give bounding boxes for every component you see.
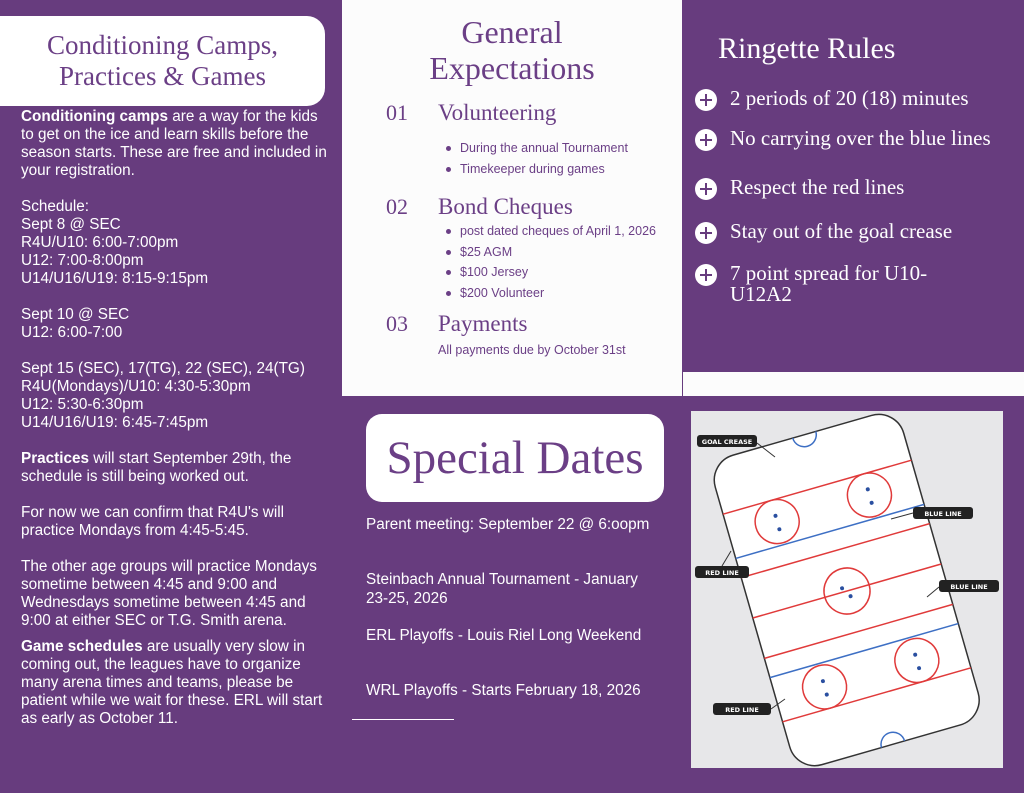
left-title-box	[0, 16, 325, 106]
sept15-line: R4U(Mondays)/U10: 4:30-5:30pm	[21, 378, 251, 395]
games-bold: Game schedules	[21, 638, 143, 655]
sept8-line: Sept 8 @ SEC	[21, 216, 121, 233]
games-paragraph	[21, 638, 331, 728]
section-heading: Volunteering	[438, 100, 557, 125]
rule-text: Stay out of the goal crease	[730, 219, 953, 243]
list-item: $25 AGM	[444, 242, 656, 263]
sept8-line: R4U/U10: 6:00-7:00pm	[21, 234, 179, 251]
rules-title: Ringette Rules	[718, 32, 896, 65]
section-number: 03	[386, 311, 408, 336]
red-line-label: RED LINE	[705, 569, 739, 577]
sept8-line: U12: 7:00-8:00pm	[21, 252, 144, 269]
games-text: are usually very slow in coming out, the leagues have to organize many arena times and teams, please be patient while we wait for these. ERL will start as early as October 11.	[21, 638, 323, 727]
date-item: WRL Playoffs - Starts February 18, 2026	[366, 682, 641, 699]
date-underline	[352, 719, 454, 720]
rule-text: Respect the red lines	[730, 175, 905, 199]
rules-panel	[683, 0, 1024, 372]
plus-circle-icon	[695, 264, 717, 286]
sept10-line: U12: 6:00-7:00	[21, 324, 123, 341]
rink-diagram	[691, 411, 1003, 768]
r4u-paragraph: For now we can confirm that R4U's will practice Mondays from 4:45-5:45.	[21, 504, 285, 539]
list-item: $200 Volunteer	[444, 283, 656, 304]
blue-line-label: BLUE LINE	[924, 510, 962, 518]
expectations-title	[342, 14, 682, 86]
list-item: Timekeeper during games	[444, 159, 628, 180]
payments-note: All payments due by October 31st	[438, 343, 626, 357]
rule-text: 7 point spread for U10-U12A2	[730, 261, 928, 306]
section-heading: Payments	[438, 311, 528, 336]
section-list	[444, 138, 628, 179]
left-title-line1: Conditioning Camps,	[46, 30, 279, 60]
rule-text: 2 periods of 20 (18) minutes	[730, 86, 969, 110]
plus-circle-icon	[695, 178, 717, 200]
sept15-block	[21, 360, 331, 432]
sept15-line: Sept 15 (SEC), 17(TG), 22 (SEC), 24(TG)	[21, 360, 305, 377]
camps-bold: Conditioning camps	[21, 108, 169, 125]
other-groups-paragraph: The other age groups will practice Mondays sometime between 4:45 and 9:00 and Wednesdays sometime between 4:45 and 9:00 at either SEC or T.G. Smith arena.	[21, 558, 317, 629]
section-number: 02	[386, 194, 408, 219]
date-item: Steinbach Annual Tournament - January 23-25, 2026	[366, 571, 638, 607]
camps-text: are a way for the kids to get on the ice and learn skills before the season starts. These are free and included in your registration.	[21, 108, 327, 179]
practices-paragraph	[21, 450, 331, 486]
red-line-label: RED LINE	[725, 706, 759, 714]
sept15-line: U14/U16/U19: 6:45-7:45pm	[21, 414, 209, 431]
practices-bold: Practices	[21, 450, 90, 467]
sept8-block	[21, 216, 331, 288]
plus-circle-icon	[695, 89, 717, 111]
plus-circle-icon	[695, 222, 717, 244]
schedule-label: Schedule:	[21, 198, 90, 215]
section-number: 01	[386, 100, 408, 125]
sept15-line: U12: 5:30-6:30pm	[21, 396, 144, 413]
list-item: post dated cheques of April 1, 2026	[444, 221, 656, 242]
expectations-title-line1: General	[461, 14, 563, 50]
sept10-line: Sept 10 @ SEC	[21, 306, 130, 323]
date-item: Parent meeting: September 22 @ 6:oopm	[366, 516, 650, 533]
rules-bottom-strip	[683, 372, 1024, 396]
blue-line-label: BLUE LINE	[950, 583, 988, 591]
date-item: ERL Playoffs - Louis Riel Long Weekend	[366, 627, 642, 644]
list-item: During the annual Tournament	[444, 138, 628, 159]
left-title-line2: Practices & Games	[59, 61, 266, 91]
special-dates-title: Special Dates	[386, 432, 644, 484]
rule-text: No carrying over the blue lines	[730, 126, 991, 150]
plus-circle-icon	[695, 129, 717, 151]
sept10-block	[21, 306, 331, 342]
left-panel	[0, 0, 342, 793]
rink-svg	[691, 411, 1003, 768]
section-heading: Bond Cheques	[438, 194, 573, 219]
left-body	[21, 108, 331, 746]
sept8-line: U14/U16/U19: 8:15-9:15pm	[21, 270, 209, 287]
expectations-panel	[342, 0, 682, 396]
section-list	[444, 221, 656, 303]
camps-paragraph	[21, 108, 331, 180]
list-item: $100 Jersey	[444, 262, 656, 283]
special-dates-title-box	[366, 414, 664, 502]
practices-text: will start September 29th, the schedule is still being worked out.	[21, 450, 292, 485]
goal-crease-label: GOAL CREASE	[701, 438, 753, 446]
expectations-title-line2: Expectations	[429, 50, 595, 86]
